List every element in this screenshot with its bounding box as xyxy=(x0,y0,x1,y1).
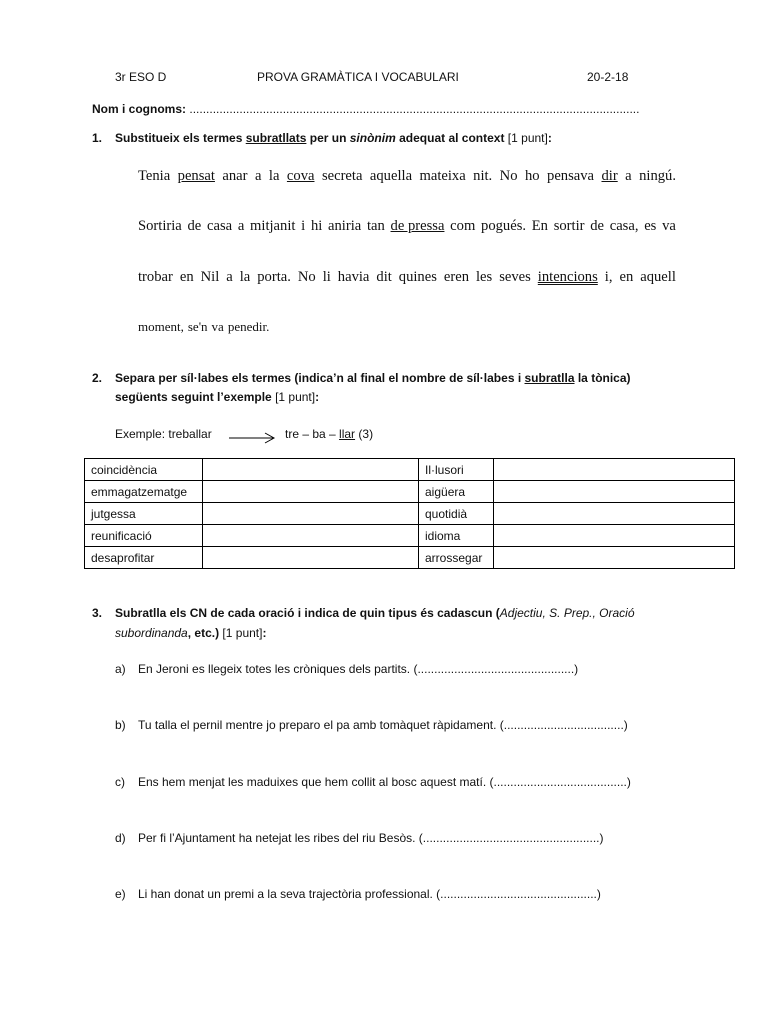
word-cell: coincidència xyxy=(85,459,203,481)
q1-number: 1. xyxy=(92,131,103,145)
q3-number: 3. xyxy=(92,606,103,620)
underlined-term: dir xyxy=(601,168,618,184)
page-title: PROVA GRAMÀTICA I VOCABULARI xyxy=(257,70,459,84)
name-dots[interactable]: ....................................................................................................................................... xyxy=(189,102,640,116)
word-cell: aigüera xyxy=(419,481,494,503)
sentence-text: Ens hem menjat les maduixes que hem collit al bosc aquest matí. (........................................) xyxy=(138,775,631,789)
passage-line-1: Tenia pensat anar a la cova secreta aquella mateixa nit. No ho pensava dir a ningú. xyxy=(138,168,676,184)
sentence-text: Li han donat un premi a la seva trajectòria professional. (...............................................) xyxy=(138,887,601,901)
item-letter: a) xyxy=(115,662,126,676)
underlined-term: cova xyxy=(286,168,315,184)
name-label: Nom i cognoms: xyxy=(92,102,187,116)
q2-instruction-cont: següents seguint l’exemple [1 punt]: xyxy=(115,390,320,404)
answer-cell[interactable] xyxy=(203,547,419,569)
table-row xyxy=(85,503,735,525)
example-label: Exemple: treballar xyxy=(115,427,212,441)
arrow-icon xyxy=(229,430,277,444)
table-row xyxy=(85,459,735,481)
word-cell: Il·lusori xyxy=(419,459,494,481)
sentence-e xyxy=(115,887,601,901)
answer-cell[interactable] xyxy=(494,481,735,503)
word-cell: idioma xyxy=(419,525,494,547)
underlined-term: pensat xyxy=(177,168,215,184)
word-cell: quotidià xyxy=(419,503,494,525)
word-cell: reunificació xyxy=(85,525,203,547)
example-answer: tre – ba – llar (3) xyxy=(285,427,374,441)
passage-line-2: Sortiria de casa a mitjanit i hi aniria tan de pressa com pogués. En sortir de casa, es va xyxy=(138,218,676,234)
word-cell: arrossegar xyxy=(419,547,494,569)
sentence-a xyxy=(115,662,578,676)
answer-cell[interactable] xyxy=(203,503,419,525)
syllable-table xyxy=(84,458,735,569)
class-label: 3r ESO D xyxy=(115,70,167,84)
word-cell: desaprofitar xyxy=(85,547,203,569)
table-row xyxy=(85,525,735,547)
q2-instruction: Separa per síl·labes els termes (indica’n al final el nombre de síl·labes i subratlla la tònica) xyxy=(115,371,631,385)
word-cell: jutgessa xyxy=(85,503,203,525)
q1-instruction: Substitueix els termes subratllats per un sinònim adequat al context [1 punt]: xyxy=(115,131,552,145)
sentence-text: Tu talla el pernil mentre jo preparo el pa amb tomàquet ràpidament. (....................................) xyxy=(138,718,628,732)
word-cell: emmagatzematge xyxy=(85,481,203,503)
answer-cell[interactable] xyxy=(494,503,735,525)
sentence-text: En Jeroni es llegeix totes les cròniques dels partits. (...............................................) xyxy=(138,662,579,676)
item-letter: b) xyxy=(115,718,126,732)
sentence-c xyxy=(115,775,631,789)
q3-instruction-cont: subordinanda, etc.) [1 punt]: xyxy=(115,626,267,640)
answer-cell[interactable] xyxy=(494,547,735,569)
name-line xyxy=(92,102,639,116)
answer-cell[interactable] xyxy=(494,525,735,547)
answer-cell[interactable] xyxy=(494,459,735,481)
sentence-d xyxy=(115,831,604,845)
item-letter: e) xyxy=(115,887,126,901)
exam-date: 20-2-18 xyxy=(587,70,629,84)
table-row xyxy=(85,547,735,569)
table-row xyxy=(85,481,735,503)
sentence-text: Per fi l’Ajuntament ha netejat les ribes del riu Besòs. (.....................................................) xyxy=(138,831,604,845)
passage-line-4: moment, se'n va penedir. xyxy=(138,319,270,334)
sentence-b xyxy=(115,718,628,732)
answer-cell[interactable] xyxy=(203,459,419,481)
underlined-term: de pressa xyxy=(390,218,445,234)
answer-cell[interactable] xyxy=(203,481,419,503)
q2-number: 2. xyxy=(92,371,103,385)
q3-instruction: Subratlla els CN de cada oració i indica de quin tipus és cadascun (Adjectiu, S. Prep., Oració xyxy=(115,606,635,620)
item-letter: c) xyxy=(115,775,125,789)
underlined-term: intencions xyxy=(537,269,598,285)
answer-cell[interactable] xyxy=(203,525,419,547)
item-letter: d) xyxy=(115,831,126,845)
passage-line-3: trobar en Nil a la porta. No li havia dit quines eren les seves intencions i, en aquell xyxy=(138,269,676,285)
